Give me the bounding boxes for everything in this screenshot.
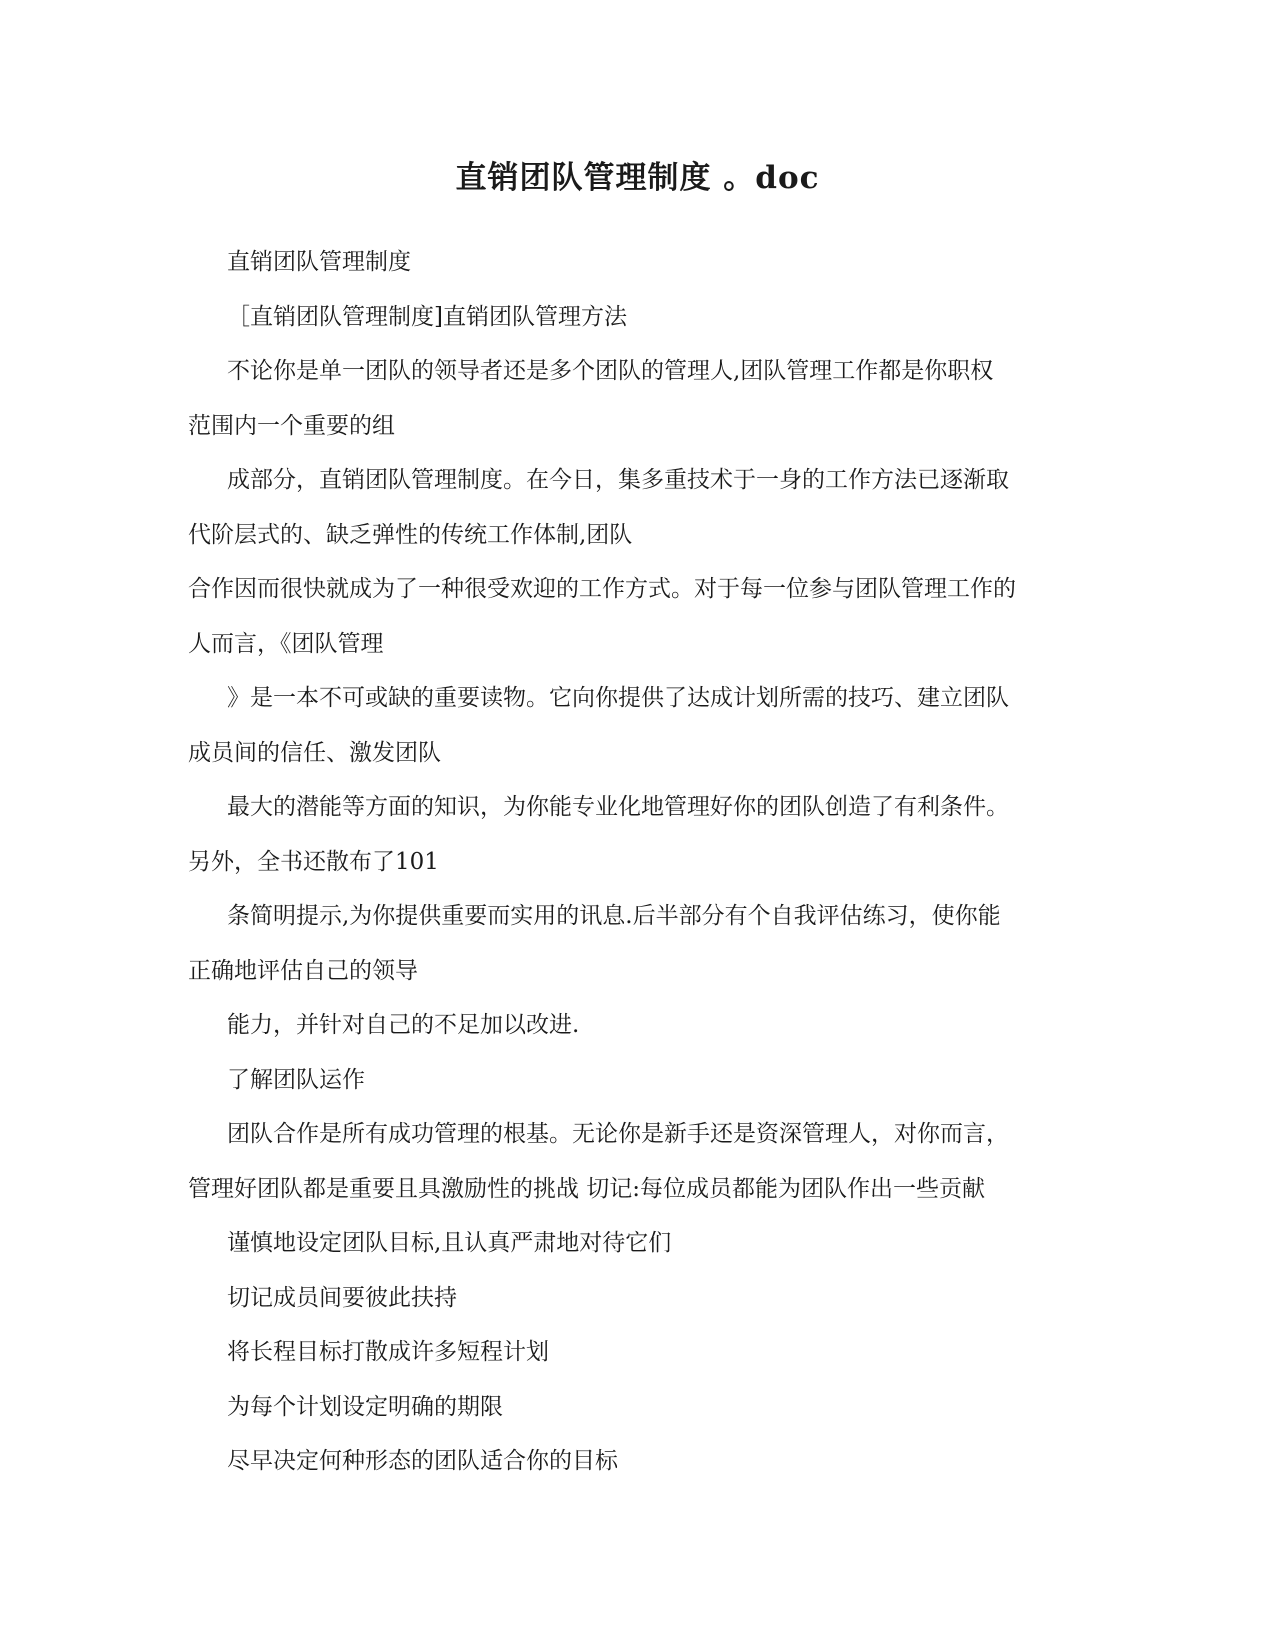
text-line: 管理好团队都是重要且具激励性的挑战 切记:每位成员都能为团队作出一些贡献 — [188, 1175, 986, 1202]
text-line: 人而言，《团队管理 — [188, 630, 384, 657]
text-line: 直销团队管理制度 — [227, 249, 411, 275]
text-line: 条简明提示,为你提供重要而实用的讯息.后半部分有个自我评估练习，使你能 — [227, 903, 1001, 929]
text-line: 成部分，直销团队管理制度。在今日，集多重技术于一身的工作方法已逐渐取 — [227, 467, 1009, 493]
text-line: 成员间的信任、激发团队 — [188, 739, 441, 766]
text-line: 尽早决定何种形态的团队适合你的目标 — [227, 1448, 618, 1474]
text-line: 另外，全书还散布了101 — [188, 848, 439, 875]
text-line: 最大的潜能等方面的知识，为你能专业化地管理好你的团队创造了有利条件。 — [227, 794, 1009, 820]
text-line: 谨慎地设定团队目标,且认真严肃地对待它们 — [227, 1230, 672, 1256]
text-line: 为每个计划设定明确的期限 — [227, 1393, 503, 1420]
text-line: 范围内一个重要的组 — [188, 412, 395, 439]
text-line: 不论你是单一团队的领导者还是多个团队的管理人,团队管理工作都是你职权 — [227, 358, 994, 384]
text-line: 》是一本不可或缺的重要读物。它向你提供了达成计划所需的技巧、建立团队 — [227, 685, 1009, 711]
text-line: ［直销团队管理制度]直销团队管理方法 — [227, 303, 627, 330]
document-title: 直销团队管理制度 。doc — [455, 160, 820, 196]
text-line: 将长程目标打散成许多短程计划 — [227, 1339, 549, 1365]
text-line: 合作因而很快就成为了一种很受欢迎的工作方式。对于每一位参与团队管理工作的 — [188, 576, 1016, 602]
document-body — [188, 244, 1088, 1498]
text-line: 团队合作是所有成功管理的根基。无论你是新手还是资深管理人，对你而言， — [227, 1121, 1009, 1147]
text-line: 代阶层式的、缺乏弹性的传统工作体制,团队 — [188, 521, 633, 548]
text-line: 正确地评估自己的领导 — [188, 957, 418, 984]
text-line: 了解团队运作 — [227, 1066, 365, 1093]
text-line: 切记成员间要彼此扶持 — [227, 1284, 457, 1311]
text-line: 能力，并针对自己的不足加以改进. — [227, 1012, 580, 1038]
